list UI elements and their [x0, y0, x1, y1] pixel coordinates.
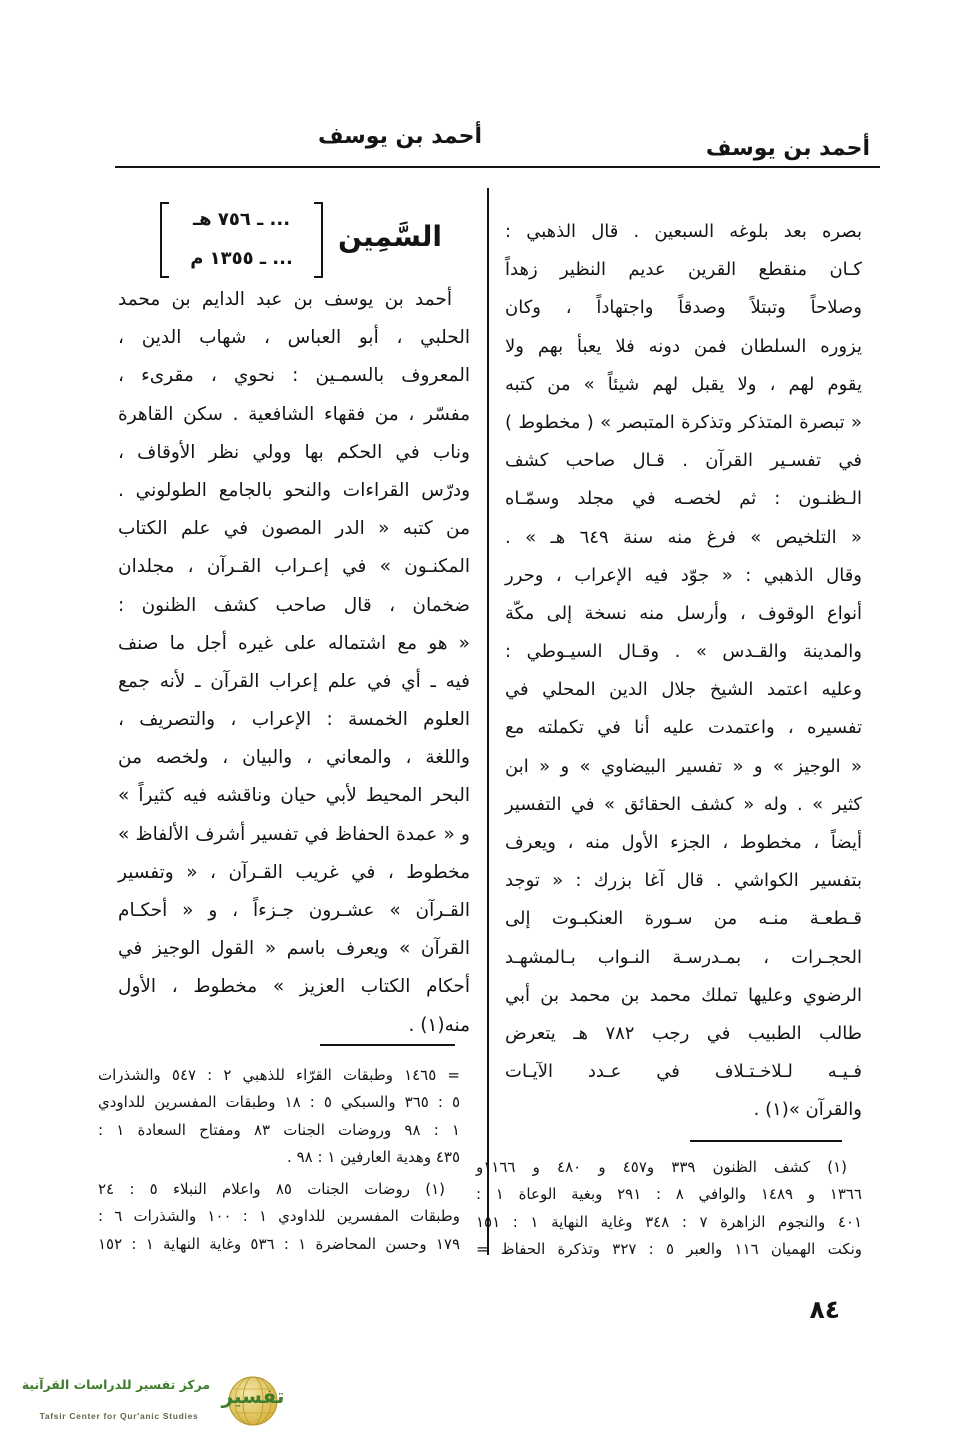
footnote-line: وطبقات المفسرين للداودي ١ : ١٠٠ والشذرات ٦ :	[98, 1207, 460, 1226]
body-line: فـيـه لـلاخـتـلاف في عـدد الآيـات	[505, 1061, 862, 1083]
body-line: « هو مع اشتماله على غيره أجل ما صنف	[118, 632, 470, 654]
body-line: قـطعـة منـه من سـورة العنكبـوت إلى	[505, 908, 862, 930]
footnote-line: ١ : ٩٨ وروضات الجنات ٨٣ ومفتاح السعادة ١ :	[98, 1120, 460, 1139]
body-line: مخطوط ، في غريب القـرآن ، « وتفسير	[118, 861, 470, 883]
entry-title: السَّمِين	[337, 220, 442, 253]
date-hijri: ... ـ ٧٥٦ هـ	[192, 209, 291, 230]
bracket-right	[314, 202, 323, 278]
body-line: وناب في الحكم بها وولي نظر الأوقاف ،	[118, 441, 470, 463]
right-column-footnotes	[476, 1154, 862, 1263]
body-line: وصلاحاً وتبتلاً وصدقاً واجتهاداً ، وكان	[505, 297, 862, 319]
logo-english-name: Tafsir Center for Qur'anic Studies	[39, 1411, 199, 1421]
body-line: كثير » . وله « كشف الحقائق » في التفسير	[505, 793, 862, 815]
footnote-line: ٥ : ٣٦٥ والسبكي ٥ : ١٨ وطبقات المفسرين للداودي	[98, 1093, 460, 1112]
body-line: فيه ـ أي في علم إعراب القرآن ـ لأنه جمع	[118, 670, 470, 692]
column-divider	[487, 188, 489, 1255]
body-line: تفسيره ، واعتمدت عليه أنا في تكملته مع	[505, 717, 862, 739]
body-line: ضخمان ، قال صاحب كشف الظنون :	[118, 594, 470, 616]
footnote-rule	[320, 1044, 455, 1046]
body-line: في تفسـير القرآن . قـال صاحب كشف	[505, 450, 862, 472]
body-line: و « عمدة الحفاظ في تفسير أشرف الألفاظ »	[118, 823, 470, 845]
footnote-line: ١٧٩ وحسن المحاضرة ١ : ٥٣٦ وغاية النهاية ١ : ١٥٢	[98, 1234, 460, 1253]
header-rule	[115, 166, 880, 168]
body-line: البحر المحيط لأبي حيان وناقشه فيه كثيراً »	[118, 785, 470, 807]
body-line: الـظنـون : ثم لخصـه في مجلد وسمّـاه	[505, 488, 862, 510]
bracket-left	[160, 202, 169, 278]
body-line: المكنـون » في إعـراب القـرآن ، مجلدان	[118, 556, 470, 578]
footnote-line: ١٣٦٦ و ١٤٨٩ والوافي ٨ : ٢٩١ وبغية الوعاة ١ :	[476, 1185, 862, 1204]
running-header-right: أحمد بن يوسف	[705, 136, 870, 161]
body-line: وعليه اعتمد الشيخ جلال الدين المحلي في	[505, 679, 862, 701]
footnote-line: ٤٣٥ وهدية العارفين ١ : ٩٨ .	[287, 1147, 460, 1166]
date-gregorian: ... ـ ١٣٥٥ م	[190, 248, 293, 269]
body-line: « تبصرة المتذكر وتذكرة المتبصر » ( مخطوط )	[505, 411, 862, 433]
body-line: طالب الطبيب في رجب ٧٨٢ هـ يتعرض	[505, 1022, 863, 1044]
body-line: أحمد بن يوسف بن عبد الدايم بن محمد	[118, 289, 452, 310]
body-line: بتفسير الكواشي . قال آغا بزرك : « توجد	[505, 870, 862, 892]
left-column-body	[118, 281, 470, 1045]
body-line: واللغة ، والمعاني ، والبيان ، ولخصه من	[118, 747, 470, 769]
center-logo	[0, 1365, 300, 1435]
body-line: مفسّر ، من فقهاء الشافعية . سكن القاهرة	[118, 403, 470, 425]
date-box	[160, 202, 323, 278]
footnote-line: ونكت الهميان ١١٦ والعبر ٥ : ٣٢٧ وتذكرة الحفاظ =	[476, 1239, 863, 1258]
footnote-line: (١) روضات الجنات ٨٥ واعلام النبلاء ٥ : ٢٤	[98, 1180, 445, 1199]
body-line: والقرآن »(١) .	[753, 1099, 862, 1121]
body-line: القرآن » ويعرف باسم « القول الوجيز في	[118, 938, 470, 960]
body-line: الرضوي وعليها تملك محمد بن محمد بن أبي	[505, 984, 862, 1006]
body-line: المعروف بالسمـين : نحوي ، مقرىء ،	[118, 365, 470, 387]
body-line: الحلبي ، أبو العباس ، شهاب الدين ،	[118, 327, 470, 349]
logo-emblem-text: تفسير	[221, 1384, 285, 1408]
body-line: بصره بعد بلوغه السبعين . قال الذهبي :	[505, 221, 862, 242]
footnote-line: ٤٠١ والنجوم الزاهرة ٧ : ٣٤٨ وغاية النهاية ١ : ١٥١	[476, 1212, 862, 1231]
footnote-line: = ١٤٦٥ وطبقات القرّاء للذهبي ٢ : ٥٤٧ والشذرات	[98, 1066, 460, 1084]
body-line: منه(١) .	[408, 1014, 470, 1036]
body-line: من كتبه « الدر المصون في علم الكتاب	[118, 518, 470, 540]
body-line: « التلخيص » فرغ منه سنة ٦٤٩ هـ » .	[505, 526, 862, 548]
body-line: القـرآن » عشـرون جـزءاً ، و « أحكـام	[118, 900, 470, 921]
body-line: كـان منقطع القرين عديم النظير زهداً	[505, 259, 862, 281]
body-line: الحجـرات ، بمـدرسـة النـواب بـالمشهـد	[505, 946, 862, 968]
body-line: أيضاً ، مخطوط ، الجزء الأول منه ، ويعرف	[505, 832, 862, 853]
logo-arabic-name: مركز تفسير للدراسات القرآنية	[21, 1377, 211, 1392]
page-number: ٨٤	[809, 1295, 840, 1324]
body-line: يزوره السلطان فمن دونه فلا يعبأ بهم ولا	[505, 335, 862, 357]
left-column-footnotes	[98, 1062, 460, 1258]
footnote-rule	[690, 1140, 842, 1142]
body-line: ودرّس القراءات والنحو بالجامع الطولوني .	[118, 479, 470, 501]
body-line: أحكام الكتاب العزيز » مخطوط ، الأول	[118, 976, 470, 998]
body-line: العلوم الخمسة : الإعراب ، والتصريف ،	[118, 709, 470, 731]
body-line: يقوم لهم ، ولا يقبل لهم شيئاً » من كتبه	[505, 373, 862, 395]
body-line: وقال الذهبي : « جوّد فيه الإعراب ، وحرر	[505, 564, 862, 586]
body-line: والمدينة والقـدس » . وقـال السيـوطي :	[505, 641, 862, 663]
body-line: « الوجيز » و « تفسير البيضاوي » و « ابن	[505, 755, 862, 777]
body-line: أنواع الوقوف ، وأرسل منه نسخة إلى مكّة	[505, 602, 862, 624]
footnote-line: (١) كشف الظنون ٣٣٩ و٤٥٧ و ٤٨٠ و ١١٦٦و	[476, 1158, 848, 1176]
running-header-center: أحمد بن يوسف	[317, 124, 483, 149]
right-column-body	[505, 213, 862, 1130]
